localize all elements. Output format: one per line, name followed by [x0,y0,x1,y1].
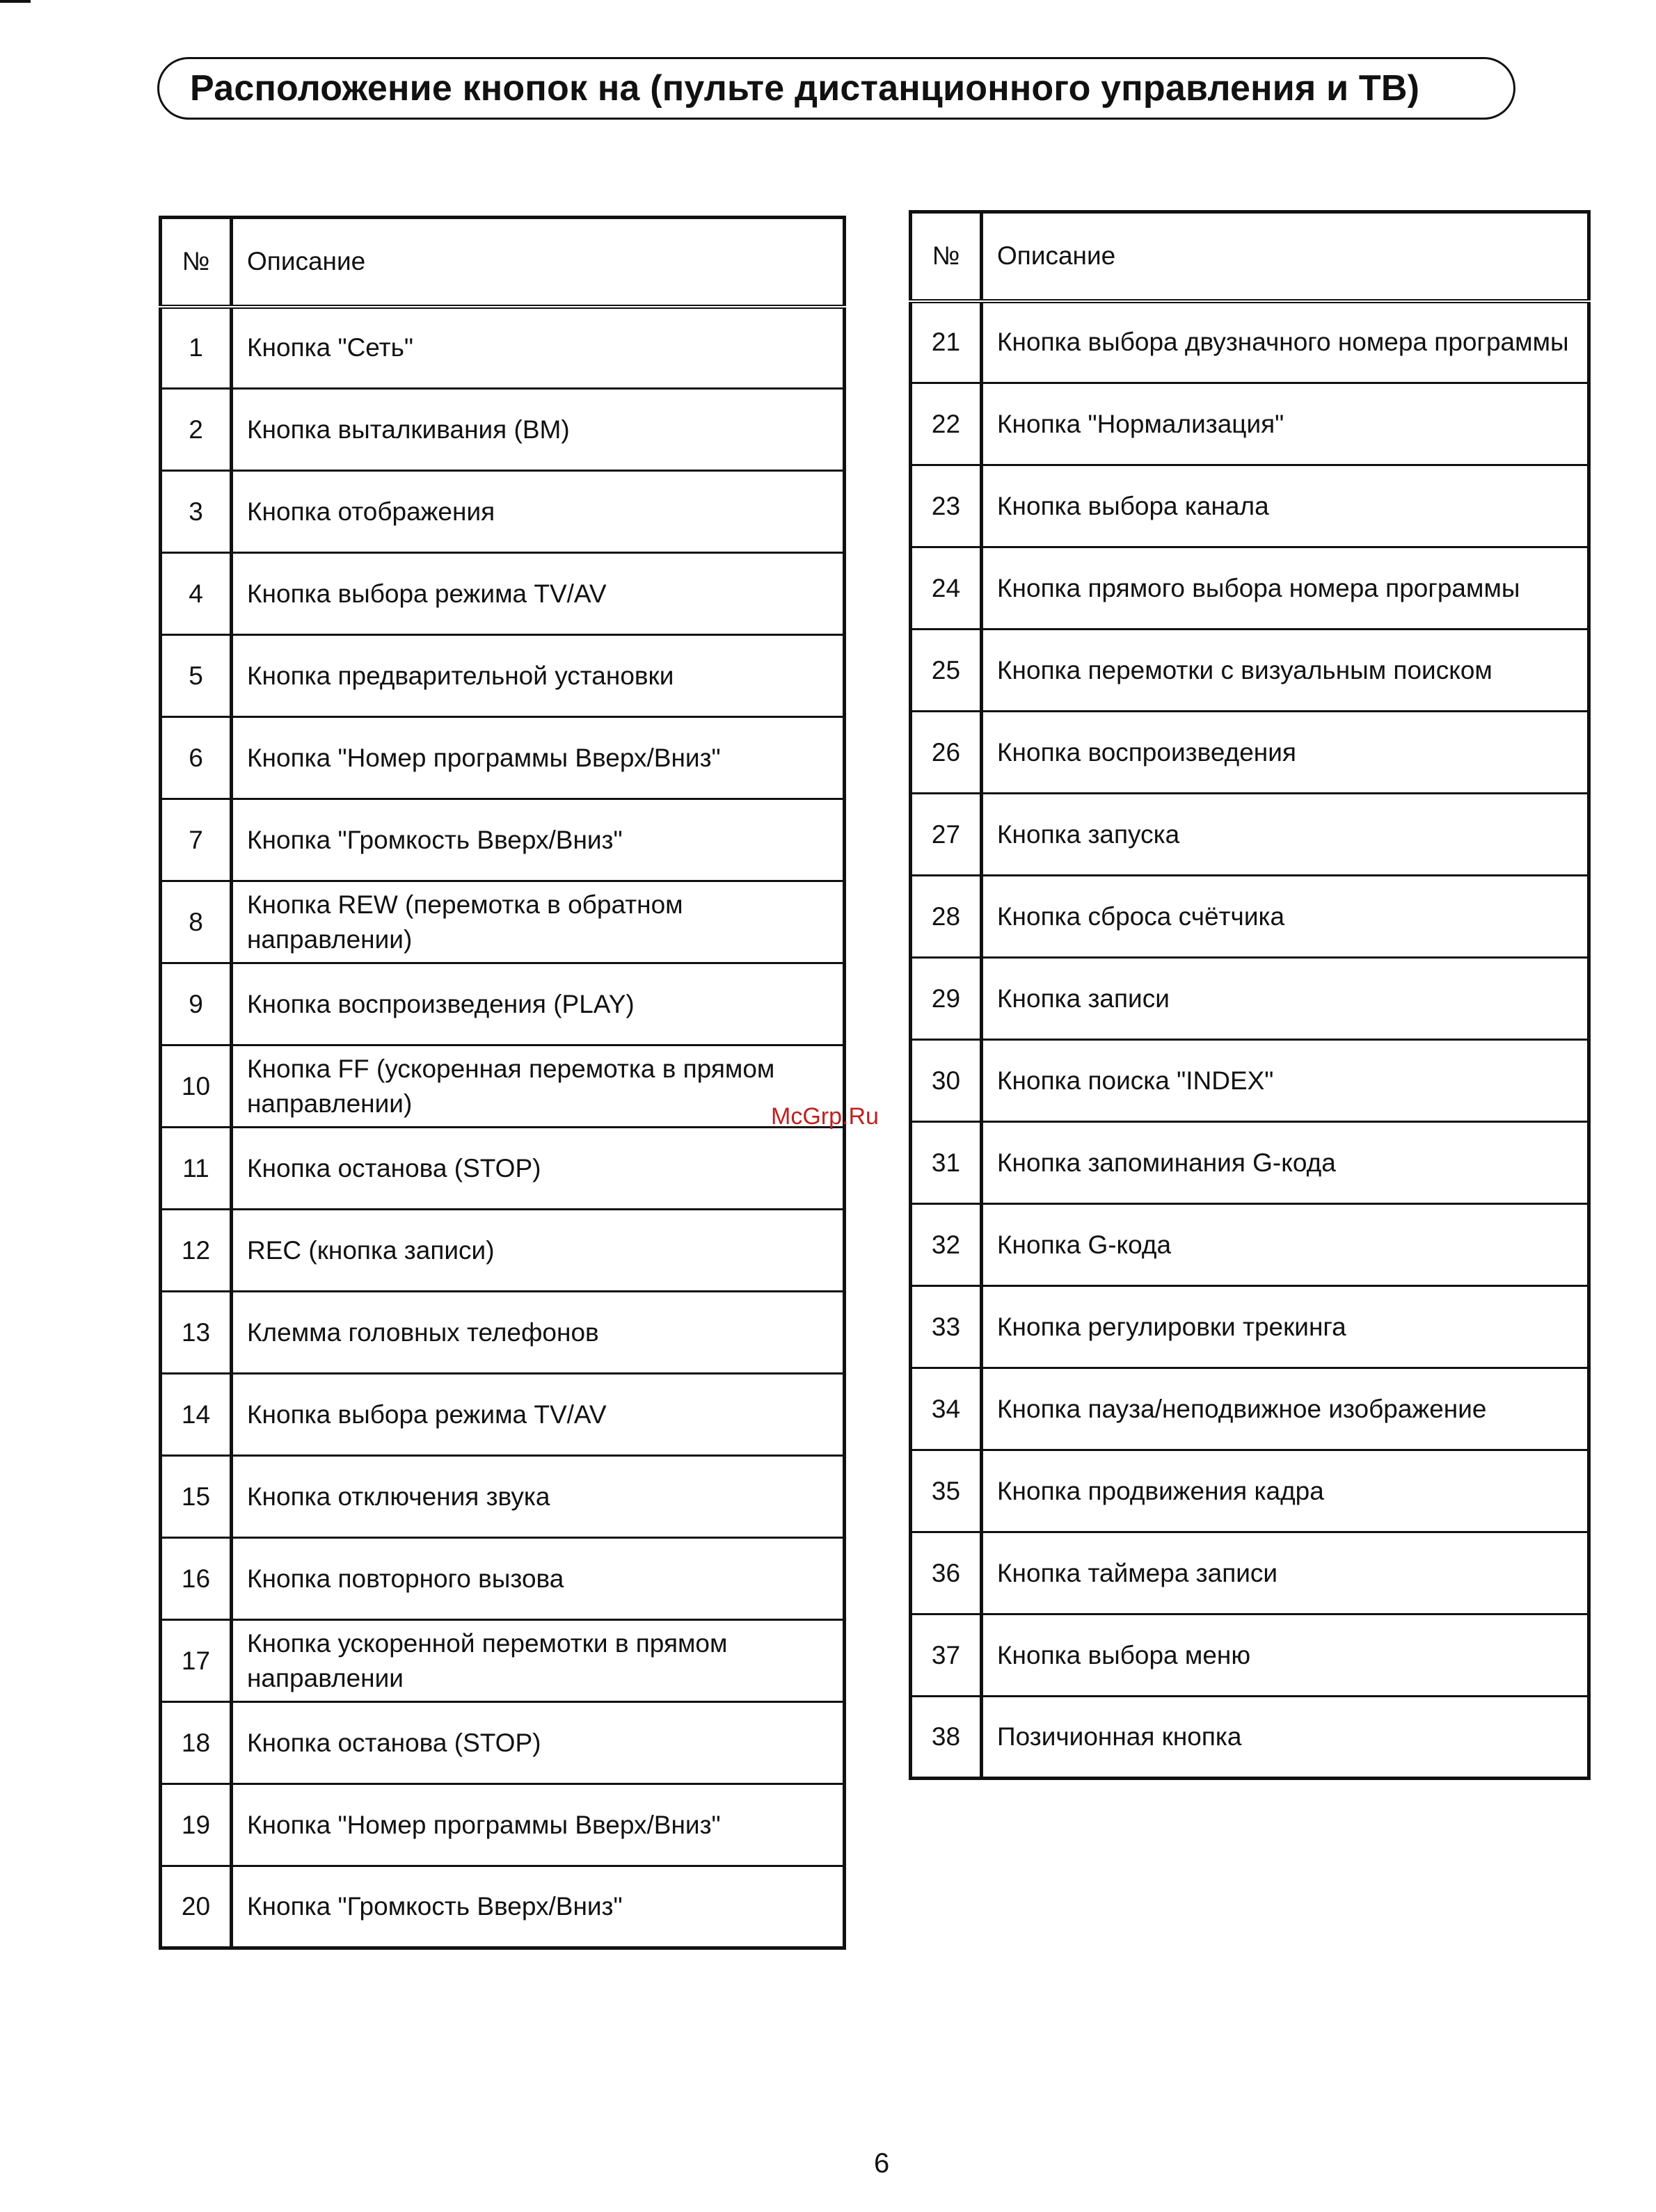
watermark: McGrp.Ru [771,1103,879,1130]
row-number: 24 [911,547,982,630]
row-number: 18 [161,1702,232,1784]
table-row [161,635,845,717]
row-description: Позичионная кнопка [982,1697,1589,1779]
row-description: Кнопка "Номер программы Вверх/Вниз" [232,717,845,799]
table-row [161,471,845,553]
row-number: 13 [161,1292,232,1374]
row-description: Кнопка FF (ускоренная перемотка в прямом направлении) [232,1045,845,1128]
row-description: Кнопка останова (STOP) [232,1128,845,1210]
row-description: Кнопка выбора канала [982,465,1589,547]
table-row [161,1866,845,1948]
row-number: 25 [911,630,982,712]
table-row [911,876,1589,958]
row-number: 35 [911,1450,982,1532]
button-table-right [909,210,1591,1780]
row-description: Кнопка выбора двузначного номера программы [982,301,1589,383]
row-number: 11 [161,1128,232,1210]
row-number: 10 [161,1045,232,1128]
table-row [911,958,1589,1040]
table-row [911,1614,1589,1697]
row-description: Кнопка таймера записи [982,1532,1589,1614]
table-row [161,553,845,635]
table-header-row [911,212,1589,301]
table-row [911,1697,1589,1779]
row-description: REC (кнопка записи) [232,1210,845,1292]
table-row [911,301,1589,383]
row-number: 36 [911,1532,982,1614]
button-table-left [159,216,846,1950]
table-row [161,1620,845,1702]
row-description: Кнопка воспроизведения [982,712,1589,794]
table-row [911,1368,1589,1450]
table-row [161,1456,845,1538]
row-description: Кнопка "Нормализация" [982,383,1589,465]
row-number: 8 [161,881,232,963]
row-number: 12 [161,1210,232,1292]
table-row [161,717,845,799]
row-description: Кнопка отображения [232,471,845,553]
row-number: 2 [161,389,232,471]
page-title-frame [157,57,1515,120]
row-number: 37 [911,1614,982,1697]
table-body-right [911,301,1589,1779]
table-row [911,1040,1589,1122]
column-header-description: Описание [982,212,1589,301]
row-description: Кнопка воспроизведения (PLAY) [232,963,845,1045]
page-title: Расположение кнопок на (пульте дистанционного управления и ТВ) [190,68,1420,109]
row-number: 31 [911,1122,982,1204]
row-description: Кнопка выбора режима TV/AV [232,553,845,635]
row-number: 23 [911,465,982,547]
row-description: Кнопка ускоренной перемотки в прямом направлении [232,1620,845,1702]
row-number: 4 [161,553,232,635]
row-number: 32 [911,1204,982,1286]
row-number: 15 [161,1456,232,1538]
table-row [911,383,1589,465]
table-row [161,1538,845,1620]
row-number: 1 [161,307,232,389]
table-row [911,1532,1589,1614]
row-description: Кнопка запоминания G-кода [982,1122,1589,1204]
row-description: Кнопка перемотки с визуальным поиском [982,630,1589,712]
row-number: 17 [161,1620,232,1702]
table-row [161,1128,845,1210]
table-row [911,1122,1589,1204]
row-description: Кнопка "Громкость Вверх/Вниз" [232,1866,845,1948]
table-row [161,881,845,963]
page-number: 6 [874,2148,890,2179]
row-number: 33 [911,1286,982,1368]
row-description: Кнопка регулировки трекинга [982,1286,1589,1368]
column-header-number: № [161,218,232,307]
table-row [911,712,1589,794]
row-number: 29 [911,958,982,1040]
table-row [161,1374,845,1456]
row-description: Кнопка сброса счётчика [982,876,1589,958]
table-body-left [161,307,845,1948]
row-description: Кнопка пауза/неподвижное изображение [982,1368,1589,1450]
table-row [911,1286,1589,1368]
row-number: 14 [161,1374,232,1456]
row-description: Кнопка запуска [982,794,1589,876]
row-number: 30 [911,1040,982,1122]
row-number: 6 [161,717,232,799]
table-row [911,547,1589,630]
row-description: Кнопка предварительной установки [232,635,845,717]
row-number: 28 [911,876,982,958]
table-row [161,307,845,389]
row-description: Клемма головных телефонов [232,1292,845,1374]
row-description: Кнопка продвижения кадра [982,1450,1589,1532]
row-number: 19 [161,1784,232,1866]
row-description: Кнопка выталкивания (ВМ) [232,389,845,471]
table-row [161,799,845,881]
row-description: Кнопка отключения звука [232,1456,845,1538]
row-description: Кнопка прямого выбора номера программы [982,547,1589,630]
table-row [911,465,1589,547]
row-number: 34 [911,1368,982,1450]
table-row [161,963,845,1045]
table-row [911,630,1589,712]
row-number: 21 [911,301,982,383]
row-number: 3 [161,471,232,553]
row-description: Кнопка G-кода [982,1204,1589,1286]
row-description: Кнопка "Громкость Вверх/Вниз" [232,799,845,881]
table-row [161,1210,845,1292]
table-header-row [161,218,845,307]
row-description: Кнопка "Номер программы Вверх/Вниз" [232,1784,845,1866]
row-number: 20 [161,1866,232,1948]
table-row [911,1450,1589,1532]
row-number: 27 [911,794,982,876]
row-description: Кнопка выбора меню [982,1614,1589,1697]
row-number: 5 [161,635,232,717]
table-row [161,389,845,471]
row-description: Кнопка выбора режима TV/AV [232,1374,845,1456]
table-row [161,1292,845,1374]
row-number: 9 [161,963,232,1045]
column-header-number: № [911,212,982,301]
row-number: 7 [161,799,232,881]
row-description: Кнопка повторного вызова [232,1538,845,1620]
row-number: 26 [911,712,982,794]
table-row [911,794,1589,876]
row-description: Кнопка записи [982,958,1589,1040]
row-number: 22 [911,383,982,465]
row-description: Кнопка останова (STOP) [232,1702,845,1784]
row-description: Кнопка REW (перемотка в обратном направлении) [232,881,845,963]
column-header-description: Описание [232,218,845,307]
table-row [161,1784,845,1866]
row-number: 16 [161,1538,232,1620]
table-row [161,1045,845,1128]
row-description: Кнопка "Сеть" [232,307,845,389]
table-row [161,1702,845,1784]
scan-corner-mark [0,0,31,3]
row-number: 38 [911,1697,982,1779]
table-row [911,1204,1589,1286]
row-description: Кнопка поиска "INDEX" [982,1040,1589,1122]
